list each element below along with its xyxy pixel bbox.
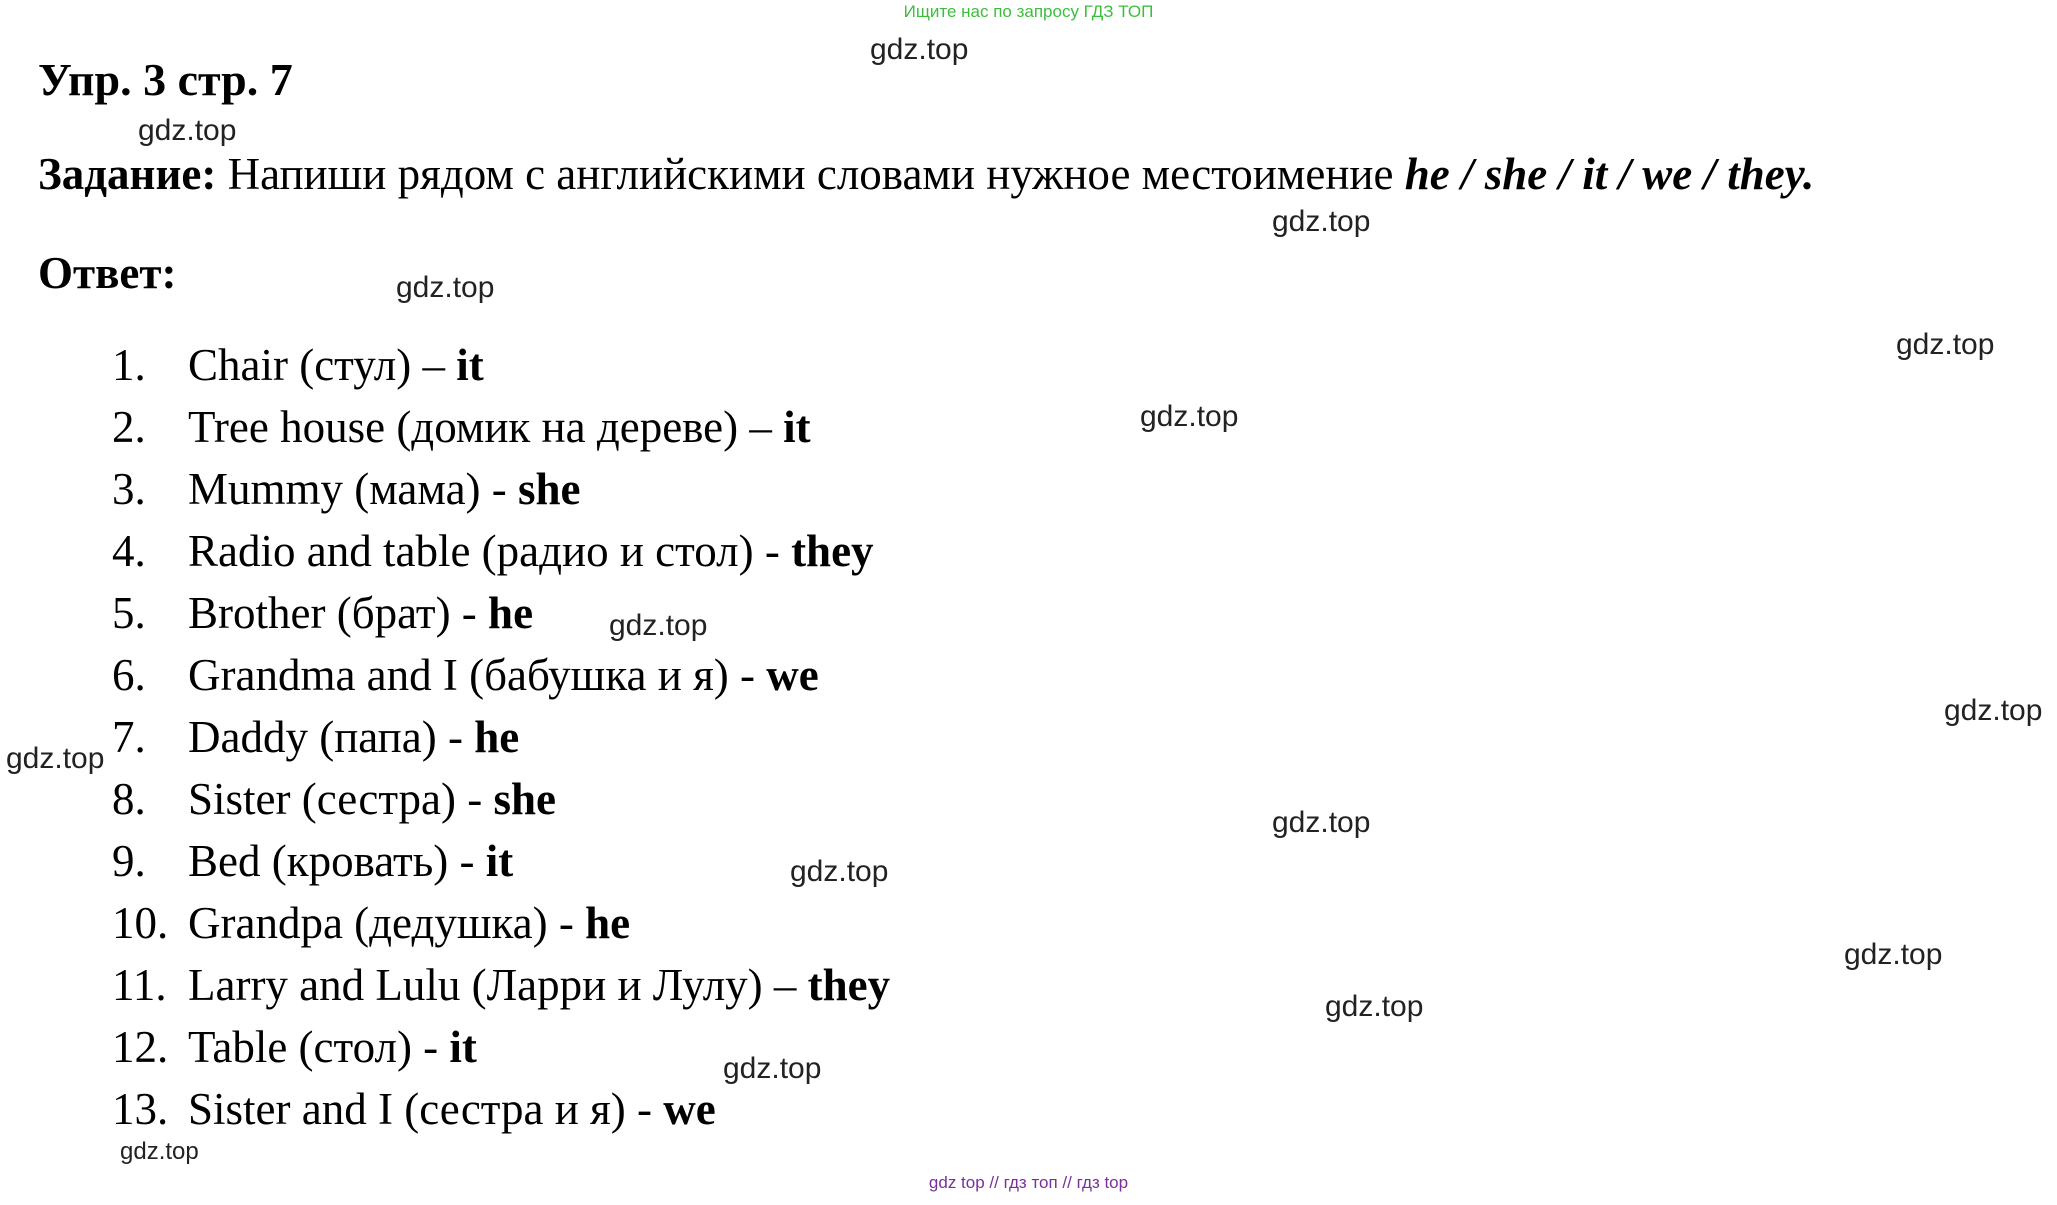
bottom-banner: gdz top // гдз топ // гдз top <box>928 1173 1129 1192</box>
watermark: gdz.top <box>870 33 969 66</box>
answer-item <box>112 768 890 830</box>
watermark: gdz.top <box>1325 990 1424 1023</box>
answer-number: 9. <box>112 836 146 886</box>
answer-text: Tree house (домик на дереве) – <box>188 402 784 452</box>
answer-pronoun: he <box>585 898 631 948</box>
answer-text: Grandma and I (бабушка и я) - <box>188 650 767 700</box>
answer-item <box>112 706 890 768</box>
answer-pronoun: she <box>493 774 557 824</box>
answer-text: Larry and Lulu (Ларри и Лулу) – <box>188 960 808 1010</box>
answer-number: 11. <box>112 960 167 1010</box>
watermark: gdz.top <box>609 609 708 642</box>
watermark: gdz.top <box>1944 694 2043 727</box>
answer-item <box>112 830 890 892</box>
answer-pronoun: they <box>807 960 891 1010</box>
answer-number: 7. <box>112 712 146 762</box>
answer-number: 8. <box>112 774 146 824</box>
answer-pronoun: he <box>488 588 534 638</box>
answer-pronoun: it <box>449 1022 477 1072</box>
answer-item <box>112 954 890 1016</box>
answer-number: 12. <box>112 1022 169 1072</box>
watermark: gdz.top <box>120 1138 199 1165</box>
watermark: gdz.top <box>1896 328 1995 361</box>
answer-item <box>112 1078 890 1140</box>
watermark: gdz.top <box>1844 938 1943 971</box>
answer-number: 13. <box>112 1084 169 1134</box>
answer-item <box>112 644 890 706</box>
answer-pronoun: they <box>791 526 874 576</box>
answer-number: 6. <box>112 650 146 700</box>
answer-item <box>112 458 890 520</box>
watermark: gdz.top <box>6 742 105 775</box>
answer-text: Bed (кровать) - <box>188 836 486 886</box>
answer-number: 1. <box>112 340 146 390</box>
watermark: gdz.top <box>1272 205 1371 238</box>
answer-pronoun: we <box>663 1084 716 1134</box>
answer-text: Daddy (папа) - <box>188 712 475 762</box>
task-label: Задание: <box>38 149 217 199</box>
task-pronouns: he / she / it / we / they. <box>1404 149 1815 199</box>
top-banner: Ищите нас по запросу ГДЗ ТОП <box>903 2 1154 21</box>
answer-number: 5. <box>112 588 146 638</box>
answer-number: 3. <box>112 464 146 514</box>
answer-list <box>112 334 890 1140</box>
answer-text: Grandpa (дедушка) - <box>188 898 586 948</box>
answer-number: 4. <box>112 526 146 576</box>
answer-pronoun: it <box>783 402 811 452</box>
answer-item <box>112 520 890 582</box>
answer-item <box>112 396 890 458</box>
answer-text: Table (стол) - <box>188 1022 450 1072</box>
task-statement <box>38 146 1814 202</box>
answer-number: 2. <box>112 402 146 452</box>
answer-text: Brother (брат) - <box>188 588 489 638</box>
answer-pronoun: he <box>474 712 520 762</box>
answer-item <box>112 334 890 396</box>
watermark: gdz.top <box>1140 400 1239 433</box>
page-title: Упр. 3 стр. 7 <box>38 54 293 105</box>
answer-text: Radio and table (радио и стол) - <box>188 526 792 576</box>
answer-text: Sister and I (сестра и я) - <box>188 1084 664 1134</box>
watermark: gdz.top <box>1272 806 1371 839</box>
watermark: gdz.top <box>396 271 495 304</box>
task-text: Напиши рядом с английскими словами нужное местоимение <box>216 149 1405 199</box>
answer-label: Ответ: <box>38 248 177 298</box>
answer-pronoun: it <box>456 340 484 390</box>
answer-text: Sister (сестра) - <box>188 774 494 824</box>
watermark: gdz.top <box>723 1052 822 1085</box>
answer-pronoun: she <box>518 464 581 514</box>
answer-text: Mummy (мама) - <box>188 464 519 514</box>
answer-item <box>112 582 890 644</box>
answer-item <box>112 892 890 954</box>
answer-pronoun: it <box>485 836 514 886</box>
answer-number: 10. <box>112 898 169 948</box>
watermark: gdz.top <box>790 855 889 888</box>
answer-pronoun: we <box>766 650 819 700</box>
watermark: gdz.top <box>138 114 237 147</box>
answer-text: Chair (стул) – <box>188 340 457 390</box>
